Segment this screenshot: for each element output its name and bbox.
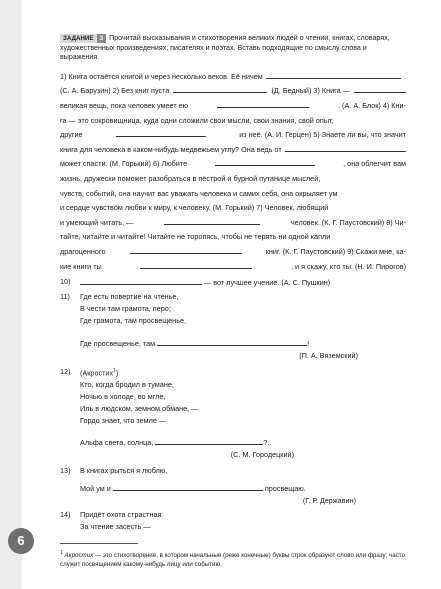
item-13: 13) В книгах рыться я люблю, Мой ум и просвещаю. (Г. Р. Державин) (60, 465, 406, 507)
para-line: и сердце чувством любви к миру, к человеку. (М. Горький) 7) Человек, любящий (60, 203, 329, 213)
poem-line: Где есть повертие на чтенье, (80, 292, 179, 301)
poem-line: Кто, когда бродил в тумане, (80, 379, 174, 389)
poem-line: Альфа света, солнца, ?.. (80, 438, 272, 448)
item-10: 10) — вот лучшее учение. (А. С. Пушкин) (60, 277, 331, 288)
author: (Г. Р. Державин) (302, 496, 356, 506)
answer-blank[interactable] (130, 245, 242, 254)
answer-blank[interactable] (164, 216, 260, 225)
answer-blank[interactable] (217, 99, 309, 108)
task-instruction (60, 34, 406, 63)
poem-line: Ночью в холоде, во мгле, (80, 391, 166, 401)
author: (П. А. Вяземский) (299, 350, 358, 360)
footnote-text: — это стихотворение, в котором начальные (реже конечные) буквы строк образуют слово или фразу; часто служит посвящением какому-нибудь лицу или событию. (60, 552, 406, 568)
para-line: тайте, читайте и читайте! Читайте не торопясь, чтобы не терять ни одной капли (60, 232, 331, 242)
item-14: 14) Придёт охота страстная За чтение засесть — (60, 509, 406, 533)
para-line: драгоценного книг. (К. Г. Паустовский) 9) Скажи мне, ка- (60, 246, 406, 256)
para-line: и умеющий читать, — человек. (К. Г. Паустовский) 8) Чи- (60, 217, 406, 227)
para-line: га — это сокровищница, куда одни сложили свои мысли, свои знания, свой опыт, (60, 115, 334, 125)
para-line: может спасти. (М. Горький) 6) Любите , она облегчит вам (60, 159, 406, 169)
answer-blank[interactable] (157, 337, 307, 346)
para-line: 1) Книга остаётся книгой и через несколько веков. Её ничем . (60, 71, 406, 81)
para-line: жизнь, дружески поможет разобраться в пёстрой и бурной путанице мыслей, (60, 173, 321, 183)
item-12: 12) (Акростих$^1$) Кто, когда бродил в тумане, Ночью в холоде, во мгле, Иль в людском, земном обмане, — Гордо знает, что земле — Альфа света, солнца, ?.. (С. М. Городецкий) (60, 366, 406, 462)
item-11: 11) Где есть повертие на чтенье, В чести там грамота, перо; Где грамота, там просвещенье, Где просвещенье, там ! (П. А. Вяземский) (60, 291, 406, 362)
poem-line: Мой ум и просвещаю. (80, 484, 306, 494)
answer-blank[interactable] (80, 276, 202, 285)
footnote-divider (60, 543, 138, 544)
para-line: (С. А. Барузин) 2) Без книг пуста (Д. Бедный) 3) Книга — (60, 84, 406, 99)
answer-blank[interactable] (285, 143, 406, 152)
footnote: $^1$ Акростих — это стихотворение, в котором начальные (реже конечные) буквы строк образуют слово или фразу; часто служит посвящением какому-нибудь лицу или событию. (60, 550, 406, 568)
answer-blank[interactable] (113, 482, 263, 491)
answer-blank[interactable] (140, 260, 252, 269)
footnote-term: Акростих (64, 552, 94, 560)
answer-blank[interactable] (354, 84, 406, 93)
answer-blank[interactable] (215, 157, 315, 166)
para-line: великая вещь, пока человек умеет ею . (А. А. Блок) 4) Кни- (60, 100, 406, 110)
para-line: чувств, событий, она научит вас уважать человека и самих себя, она окрыляет ум (60, 188, 338, 198)
poem-line: Где грамота, там просвещенье, (80, 315, 187, 325)
page-content (60, 34, 406, 533)
poem-line: Придёт охота страстная (80, 510, 162, 519)
poem-line: Иль в людском, земном обмане, — (80, 403, 199, 413)
quotes-paragraph (60, 70, 406, 274)
para-line: книга для человека в каком-нибудь медвежьем углу? Она ведь от (60, 143, 406, 158)
answer-blank[interactable] (155, 436, 263, 445)
poem-line: В книгах рыться я люблю, (80, 466, 168, 476)
poem-title: (Акростих$^1$) (80, 367, 119, 377)
poem-line: В чести там грамота, перо; (80, 303, 171, 313)
poem-line: За чтение засесть — (80, 521, 151, 531)
poem-line: Гордо знает, что земле — (80, 415, 167, 425)
task-badge-label: ЗАДАНИЕ (60, 34, 97, 43)
para-line: другие из неё. (А. И. Герцен) 5) Знаете ли вы, что значит (60, 130, 406, 140)
para-line: кие книги ты , и я скажу, кто ты. (Н. И. Пирогов) (60, 261, 406, 271)
poem-line: Где просвещенье, там ! (80, 338, 310, 348)
answer-blank[interactable] (116, 128, 206, 137)
task-text: Прочитай высказывания и стихотворения великих людей о чтении, книгах, словарях, художественных произведениях, писателях и поэтах. Вставь подходящие по смыслу слова и выражения. (60, 34, 390, 62)
task-badge-number: 3 (97, 34, 107, 43)
page-number: 6 (8, 528, 34, 554)
page-margin-bar (0, 0, 22, 589)
answer-blank[interactable] (266, 70, 401, 79)
answer-blank[interactable] (173, 84, 267, 93)
author: (С. М. Городецкий) (230, 450, 294, 460)
